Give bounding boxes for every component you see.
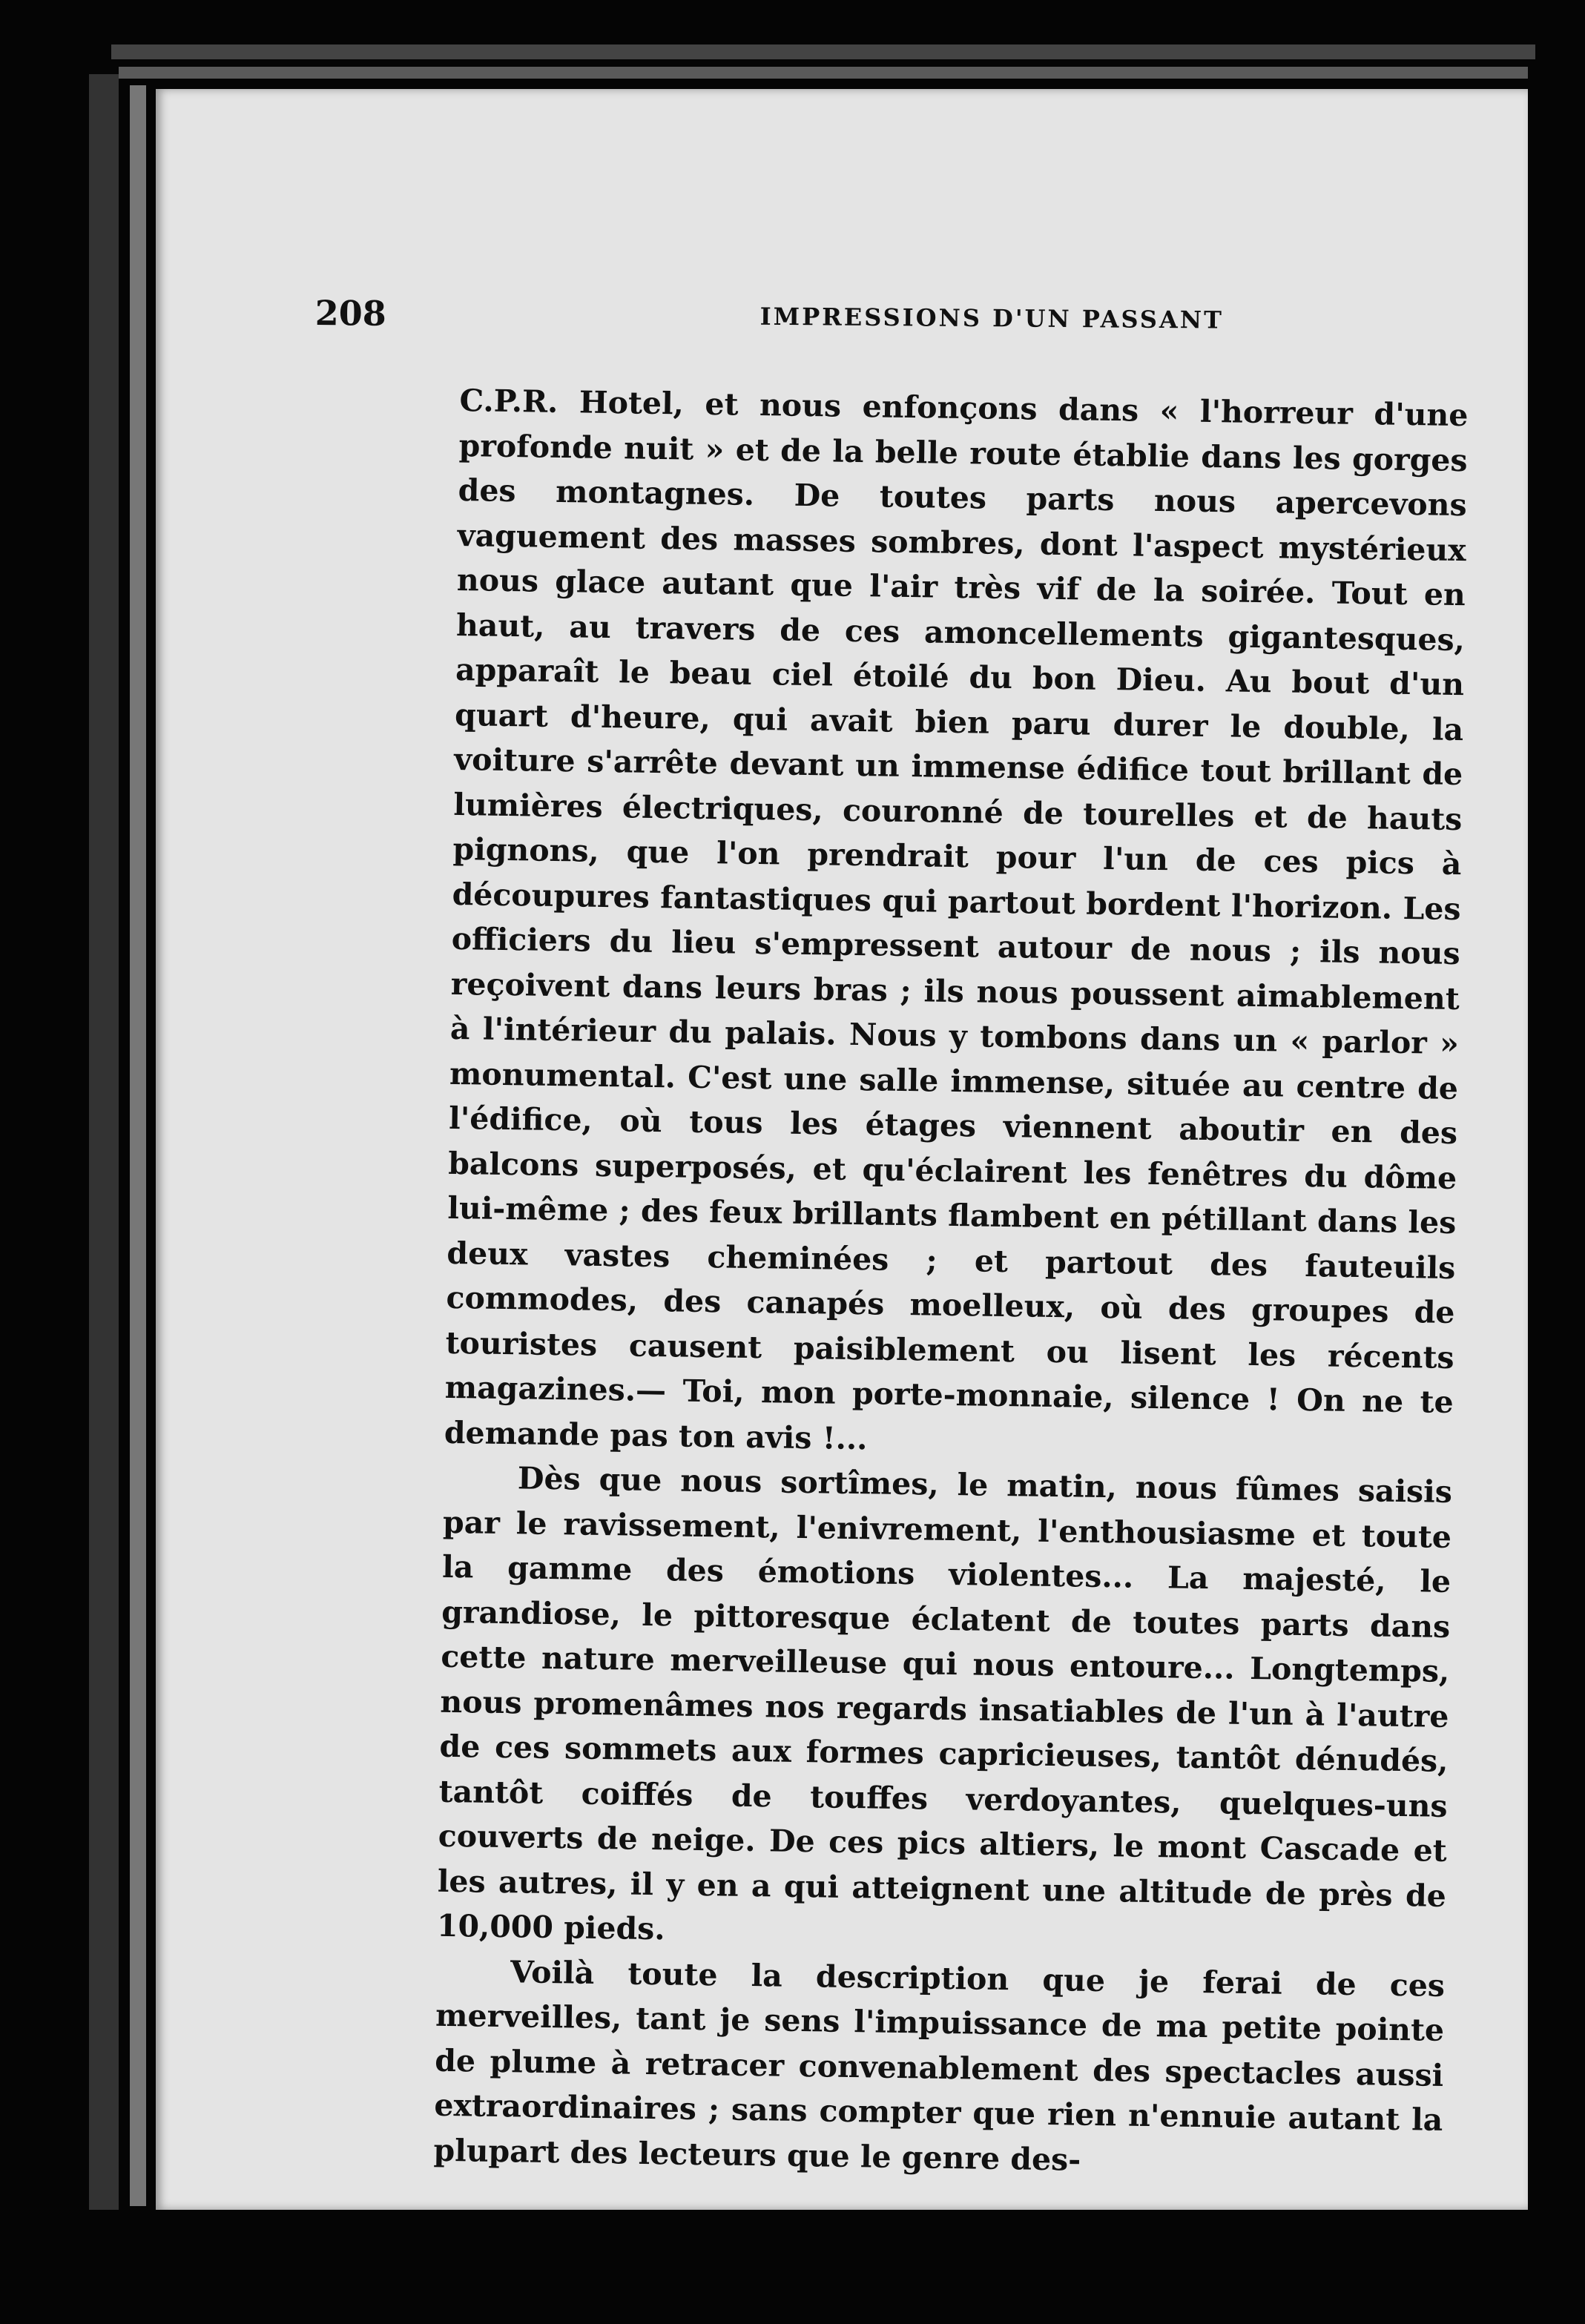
body-text — [433, 378, 1469, 2188]
page-number: 208 — [314, 293, 387, 334]
paragraph-3: Voilà toute la description que je ferai de ces merveilles, tant je sens l'impuissance de ma petite pointe de plume à retracer convenablement des spectacles aussi extraordinaires ; sans compter que rien n'ennuie autant la plupart des lecteurs que le genre des- — [433, 1953, 1446, 2178]
page-header — [314, 293, 1225, 351]
page-edge-top — [111, 44, 1535, 59]
running-title: IMPRESSIONS D'UN PASSANT — [759, 302, 1225, 334]
paragraph-1: C.P.R. Hotel, et nous enfonçons dans « l'horreur d'une profonde nuit » et de la belle route établie dans les gorges des montagnes. De toutes parts nous apercevons vaguement des masses sombres, dont l'aspect mystérieux nous glace autant que l'air très vif de la soirée. Tout en haut, au travers de ces amoncellements gigantesques, apparaît le beau ciel étoilé du bon Dieu. Au bout d'un quart d'heure, qui avait bien paru durer le double, la voiture s'arrête devant un immense édifice tout brillant de lumières électriques, couronné de tourelles et de hauts pignons, que l'on prendrait pour l'un de ces pics à découpures fantastiques qui partout bordent l'horizon. Les officiers du lieu s'empressent autour de nous ; ils nous reçoivent dans leurs bras ; ils nous poussent aimablement à l'intérieur du palais. Nous y tombons dans un « parlor » monumental. C'est une salle immense, située au centre de l'édifice, où tous les étages viennent aboutir en des balcons superposés, et qu'éclairent les fenêtres du dôme lui-même ; des feux brillants flambent en pétillant dans les deux vastes cheminées ; et partout des fauteuils commodes, des canapés moelleux, où des groupes de touristes causent paisiblement ou lisent les récents magazines.— Toi, mon porte-monnaie, silence ! On ne te demande pas ton avis !... — [444, 382, 1469, 1456]
page-edge-top-inner — [119, 67, 1528, 79]
page-edge-left-inner — [130, 85, 146, 2206]
page-edge-left — [89, 74, 119, 2210]
paragraph-2: Dès que nous sortîmes, le matin, nous fûmes saisis par le ravissement, l'enivrement, l'enthousiasme et toute la gamme des émotions violentes... La majesté, le grandiose, le pittoresque éclatent de toutes parts dans cette nature merveilleuse qui nous entoure... Longtemps, nous promenâmes nos regards insatiables de l'un à l'autre de ces sommets aux formes capricieuses, tantôt dénudés, tantôt coiffés de touffes verdoyantes, quelques-uns couverts de neige. De ces pics altiers, le mont Cascade et les autres, il y en a qui atteignent une altitude de près de 10,000 pieds. — [436, 1460, 1453, 1947]
